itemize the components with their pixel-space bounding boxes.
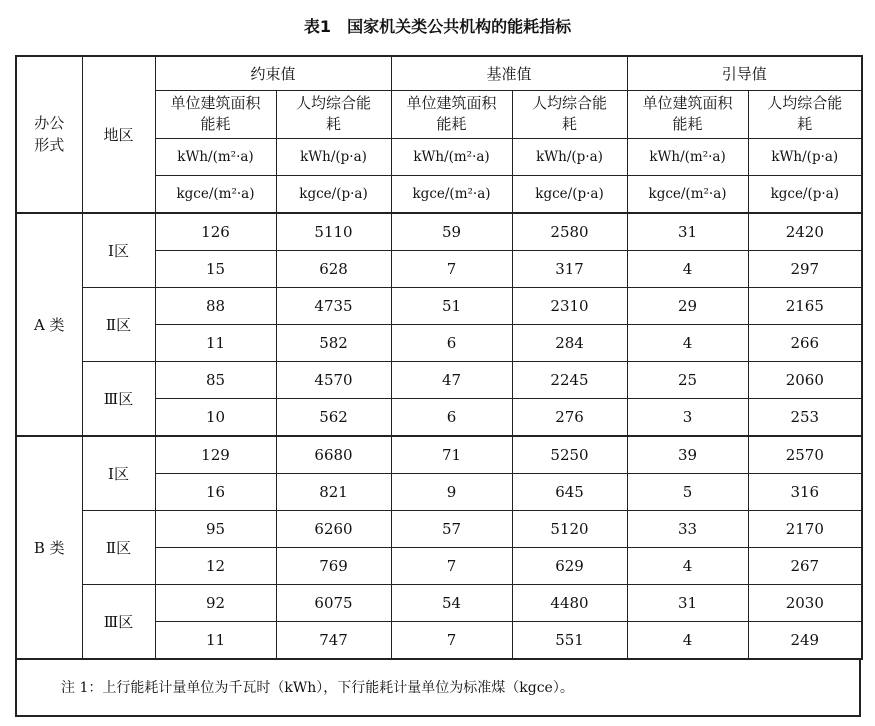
value-cell: 11 (155, 324, 276, 361)
region-cell: Ⅱ区 (82, 287, 155, 361)
unit-kwh-person: kWh/(p·a) (748, 138, 862, 175)
table-row (16, 361, 862, 398)
region-cell: Ⅰ区 (82, 436, 155, 511)
table-row (16, 584, 862, 621)
value-cell: 7 (391, 250, 512, 287)
value-cell: 3 (627, 398, 748, 436)
value-cell: 51 (391, 287, 512, 324)
value-cell: 29 (627, 287, 748, 324)
unit-kwh-person: kWh/(p·a) (512, 138, 627, 175)
region-cell: Ⅲ区 (82, 584, 155, 659)
table-number: 表1 (303, 17, 332, 36)
value-cell: 6075 (276, 584, 391, 621)
value-cell: 2030 (748, 584, 862, 621)
header-constraint-value: 约束值 (155, 56, 391, 90)
value-cell: 71 (391, 436, 512, 474)
value-cell: 316 (748, 473, 862, 510)
table-title (0, 14, 875, 37)
unit-kgce-person: kgce/(p·a) (512, 175, 627, 213)
value-cell: 4 (627, 547, 748, 584)
table-container (15, 55, 861, 717)
value-cell: 628 (276, 250, 391, 287)
value-cell: 2060 (748, 361, 862, 398)
header-area-energy: 单位建筑面积 能耗 (391, 90, 512, 138)
table-row (16, 510, 862, 547)
value-cell: 2245 (512, 361, 627, 398)
region-cell: Ⅲ区 (82, 361, 155, 436)
value-cell: 33 (627, 510, 748, 547)
unit-kwh-area: kWh/(m²·a) (155, 138, 276, 175)
header-area-energy: 单位建筑面积 能耗 (155, 90, 276, 138)
value-cell: 645 (512, 473, 627, 510)
value-cell: 267 (748, 547, 862, 584)
value-cell: 57 (391, 510, 512, 547)
header-region: 地区 (82, 56, 155, 213)
value-cell: 2570 (748, 436, 862, 474)
value-cell: 2165 (748, 287, 862, 324)
header-person-energy: 人均综合能 耗 (748, 90, 862, 138)
value-cell: 59 (391, 213, 512, 251)
header-office-type: 办公 形式 (16, 56, 82, 213)
value-cell: 6 (391, 324, 512, 361)
value-cell: 31 (627, 584, 748, 621)
unit-kwh-person: kWh/(p·a) (276, 138, 391, 175)
value-cell: 5120 (512, 510, 627, 547)
value-cell: 297 (748, 250, 862, 287)
category-cell: B 类 (16, 436, 82, 659)
value-cell: 276 (512, 398, 627, 436)
value-cell: 6260 (276, 510, 391, 547)
value-cell: 6680 (276, 436, 391, 474)
value-cell: 31 (627, 213, 748, 251)
table-row (16, 213, 862, 251)
value-cell: 253 (748, 398, 862, 436)
value-cell: 629 (512, 547, 627, 584)
header-area-energy: 单位建筑面积 能耗 (627, 90, 748, 138)
header-baseline-value: 基准值 (391, 56, 627, 90)
value-cell: 5110 (276, 213, 391, 251)
value-cell: 4 (627, 250, 748, 287)
unit-kwh-area: kWh/(m²·a) (391, 138, 512, 175)
value-cell: 88 (155, 287, 276, 324)
value-cell: 249 (748, 621, 862, 659)
value-cell: 16 (155, 473, 276, 510)
value-cell: 92 (155, 584, 276, 621)
value-cell: 4735 (276, 287, 391, 324)
header-person-energy: 人均综合能 耗 (512, 90, 627, 138)
value-cell: 747 (276, 621, 391, 659)
value-cell: 6 (391, 398, 512, 436)
unit-kwh-area: kWh/(m²·a) (627, 138, 748, 175)
value-cell: 39 (627, 436, 748, 474)
energy-index-table (15, 55, 863, 660)
value-cell: 5 (627, 473, 748, 510)
unit-kgce-area: kgce/(m²·a) (391, 175, 512, 213)
value-cell: 12 (155, 547, 276, 584)
value-cell: 821 (276, 473, 391, 510)
value-cell: 7 (391, 547, 512, 584)
value-cell: 11 (155, 621, 276, 659)
value-cell: 769 (276, 547, 391, 584)
table-row (16, 436, 862, 474)
unit-kgce-person: kgce/(p·a) (748, 175, 862, 213)
value-cell: 266 (748, 324, 862, 361)
value-cell: 9 (391, 473, 512, 510)
value-cell: 2170 (748, 510, 862, 547)
value-cell: 5250 (512, 436, 627, 474)
value-cell: 4 (627, 621, 748, 659)
value-cell: 2310 (512, 287, 627, 324)
table-title-text: 国家机关类公共机构的能耗指标 (347, 17, 572, 36)
value-cell: 4 (627, 324, 748, 361)
value-cell: 4570 (276, 361, 391, 398)
value-cell: 7 (391, 621, 512, 659)
value-cell: 4480 (512, 584, 627, 621)
value-cell: 10 (155, 398, 276, 436)
table-row (16, 287, 862, 324)
header-person-energy: 人均综合能 耗 (276, 90, 391, 138)
value-cell: 85 (155, 361, 276, 398)
unit-kgce-area: kgce/(m²·a) (155, 175, 276, 213)
category-cell: A 类 (16, 213, 82, 436)
value-cell: 2420 (748, 213, 862, 251)
value-cell: 582 (276, 324, 391, 361)
region-cell: Ⅰ区 (82, 213, 155, 288)
header-guide-value: 引导值 (627, 56, 862, 90)
value-cell: 551 (512, 621, 627, 659)
unit-kgce-person: kgce/(p·a) (276, 175, 391, 213)
value-cell: 562 (276, 398, 391, 436)
value-cell: 54 (391, 584, 512, 621)
value-cell: 126 (155, 213, 276, 251)
value-cell: 129 (155, 436, 276, 474)
unit-kgce-area: kgce/(m²·a) (627, 175, 748, 213)
value-cell: 47 (391, 361, 512, 398)
value-cell: 15 (155, 250, 276, 287)
value-cell: 2580 (512, 213, 627, 251)
value-cell: 25 (627, 361, 748, 398)
value-cell: 95 (155, 510, 276, 547)
value-cell: 284 (512, 324, 627, 361)
region-cell: Ⅱ区 (82, 510, 155, 584)
table-note: 注 1：上行能耗计量单位为千瓦时（kWh），下行能耗计量单位为标准煤（kgce）。 (15, 660, 861, 717)
value-cell: 317 (512, 250, 627, 287)
